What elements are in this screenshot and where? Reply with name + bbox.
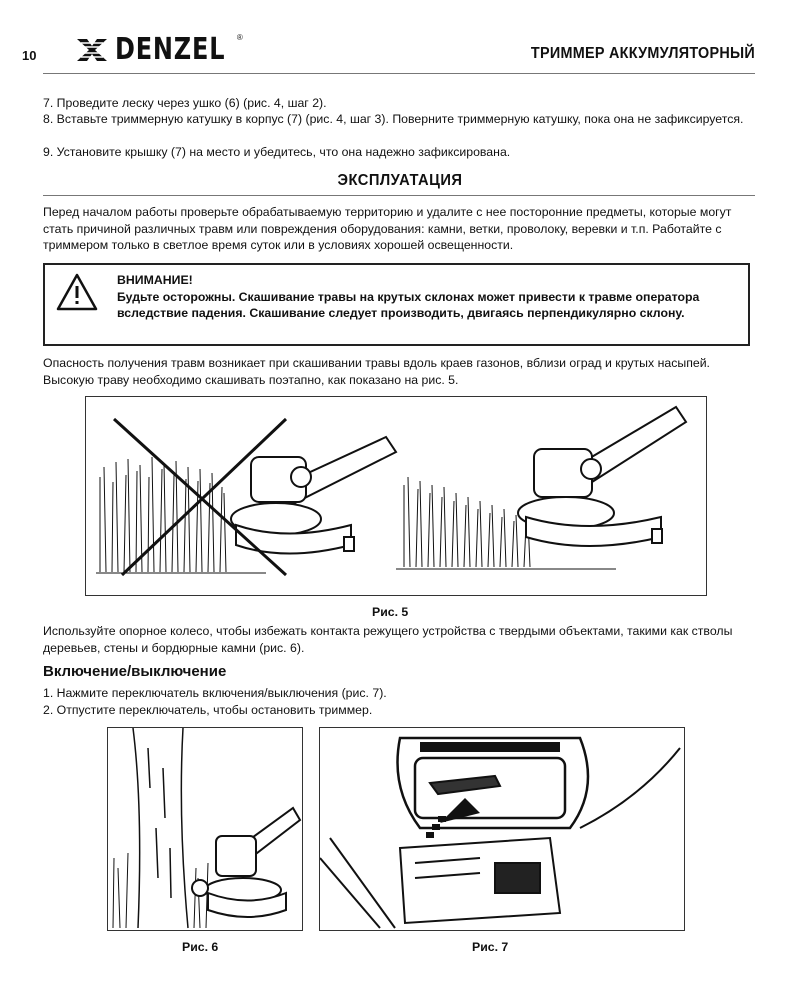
warning-triangle-icon bbox=[55, 272, 99, 312]
figure-6 bbox=[107, 727, 303, 931]
figure-7 bbox=[319, 727, 685, 931]
hazard-paragraph: Опасность получения травм возникает при скашивании травы вдоль краев газонов, вблизи оград и крутых насыпей. Высокую траву необходимо скашивать поэтапно, как показано на рис. 5. bbox=[43, 356, 710, 387]
power-step-1: 1. Нажмите переключатель включения/выключения (рис. 7). bbox=[43, 686, 387, 700]
warning-content bbox=[117, 272, 737, 322]
brand-name: DENZEL bbox=[115, 32, 226, 67]
warning-title: ВНИМАНИЕ! bbox=[117, 273, 193, 287]
section-intro: Перед началом работы проверьте обрабатываемую территорию и удалите с нее посторонние предметы, которые могут стать причиной различных травм или повреждения оборудования: камни, ветки, проволоку, веревки и т.п. Работайте с триммером только в светлое время суток или в условиях хорошей освещенности. bbox=[43, 205, 732, 252]
trimmer-with-wheel-illustration bbox=[192, 808, 300, 917]
denzel-emblem-icon bbox=[75, 37, 109, 63]
section-title: ЭКСПЛУАТАЦИЯ bbox=[337, 172, 463, 189]
header-divider bbox=[43, 73, 755, 74]
brand-logo bbox=[75, 32, 265, 67]
figure-5-caption: Рис. 5 bbox=[372, 605, 409, 619]
registered-mark: ® bbox=[236, 33, 243, 42]
step-9: 9. Установите крышку (7) на место и убедитесь, что она надежно зафиксирована. bbox=[43, 145, 511, 159]
document-title: ТРИММЕР АККУМУЛЯТОРНЫЙ bbox=[530, 45, 755, 62]
warning-text: Будьте осторожны. Скашивание травы на крутых склонах может привести к травме оператора вследствие падения. Скашивание следует производить, двигаясь перпендикулярно склону. bbox=[117, 289, 700, 320]
trimmer-left-illustration bbox=[231, 437, 396, 554]
grip-texture-illustration bbox=[420, 742, 560, 752]
step-7: 7. Проведите леску через ушко (6) (рис. 4, шаг 2). bbox=[43, 96, 327, 110]
battery-pack-illustration bbox=[400, 838, 560, 923]
power-title: Включение/выключение bbox=[43, 663, 227, 680]
step-8: 8. Вставьте триммерную катушку в корпус (7) (рис. 4, шаг 3). Поверните триммерную катушку, пока она не зафиксируется. bbox=[43, 112, 744, 126]
wheel-paragraph: Используйте опорное колесо, чтобы избежать контакта режущего устройства с твердыми объектами, такими как стволы деревьев, стены и бордюрные камни (рис. 6). bbox=[43, 624, 733, 655]
trimmer-right-illustration bbox=[518, 407, 686, 546]
tree-trunk-illustration bbox=[133, 728, 188, 928]
power-step-2: 2. Отпустите переключатель, чтобы остановить триммер. bbox=[43, 703, 373, 717]
figure-6-caption: Рис. 6 bbox=[182, 940, 219, 954]
page-number: 10 bbox=[22, 48, 37, 63]
section-divider bbox=[43, 195, 755, 196]
figure-7-caption: Рис. 7 bbox=[472, 940, 509, 954]
figure-5 bbox=[85, 396, 707, 596]
